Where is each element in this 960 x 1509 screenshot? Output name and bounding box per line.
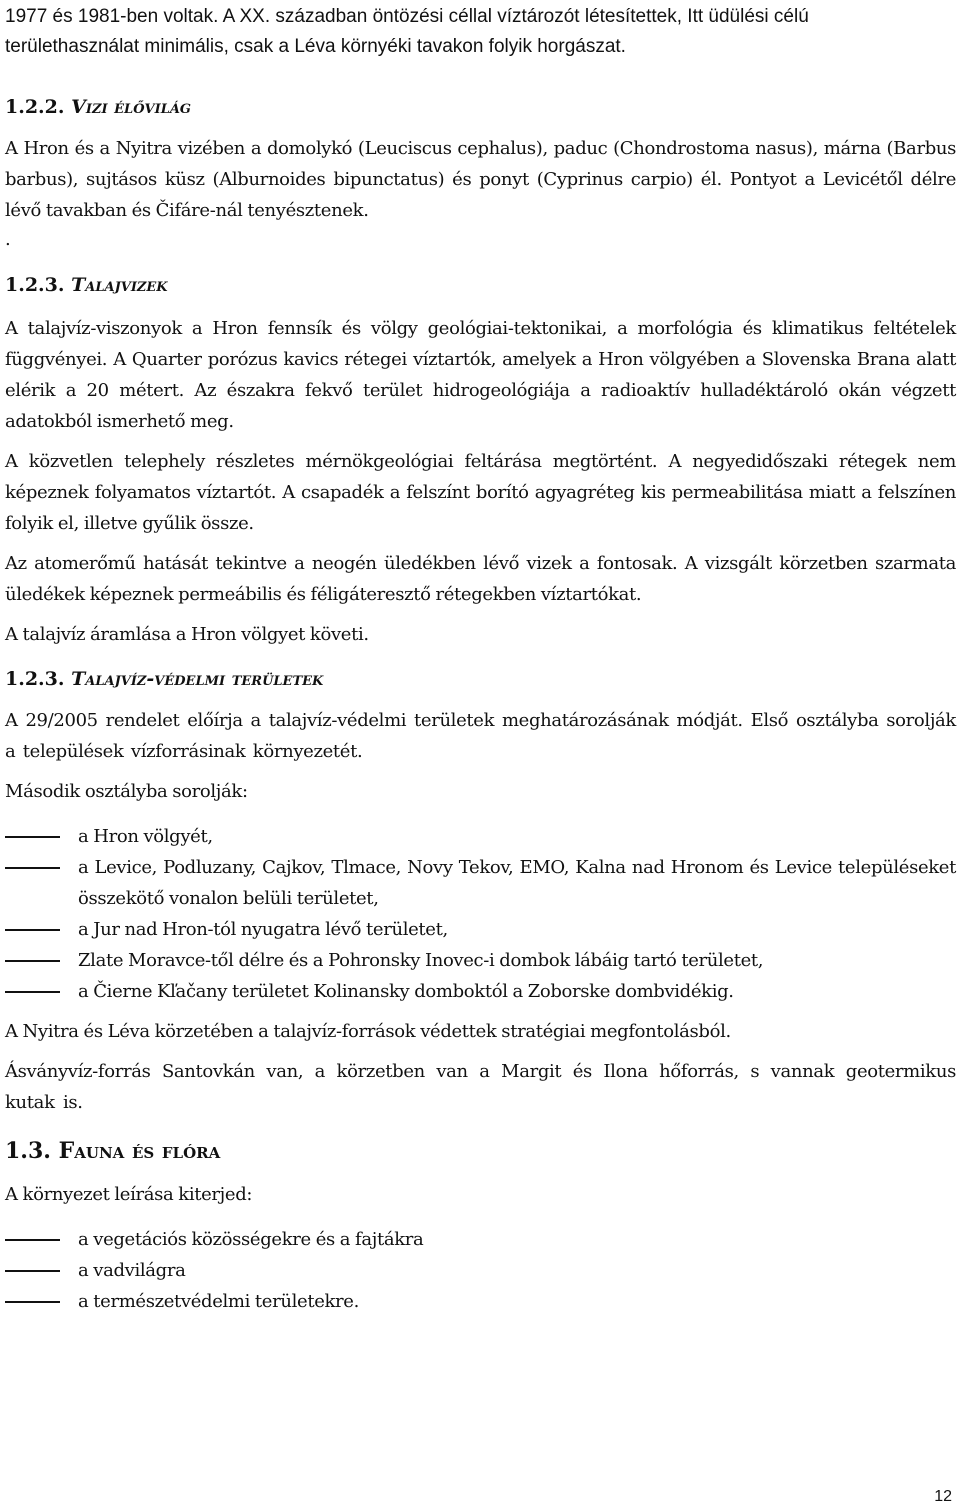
section-number: 1.3.: [5, 1138, 51, 1164]
section-title: Vizi élővilág: [71, 96, 192, 118]
list-item-text: a Čierne Kľačany területet Kolinansky domboktól a Zoborske dombvidékig.: [78, 981, 734, 1002]
dash-list: [5, 1224, 956, 1317]
list-item: [5, 1224, 956, 1255]
list-item-text: a vadvilágra: [78, 1260, 186, 1281]
paragraph: Második osztályba sorolják:: [5, 781, 248, 802]
list-item: [5, 1286, 956, 1317]
list-item-text: a Jur nad Hron-tól nyugatra lévő területet,: [78, 919, 448, 940]
list-item: [5, 976, 956, 1007]
list-item-text: a Levice, Podluzany, Cajkov, Tlmace, Novy Tekov, EMO, Kalna nad Hronom és Levice településeket összekötő vonalon belüli területet,: [78, 857, 956, 909]
paragraph: A Nyitra és Léva körzetében a talajvíz-források védettek stratégiai megfontolásból.: [5, 1021, 731, 1042]
section-number: 1.2.3.: [5, 668, 65, 690]
section-number: 1.2.2.: [5, 96, 65, 118]
paragraph: A Hron és a Nyitra vizében a domolykó (Leuciscus cephalus), paduc (Chondrostoma nasus), márna (Barbus barbus), sujtásos küsz (Alburnoides bipunctatus) és ponyt (Cyprinus carpio) él. Pontyot a Levicétől délre lévő tavakban és Čifáre-nál tenyésztenek.: [5, 138, 956, 221]
section-heading-talajviz-vedelmi-teruletek: [5, 664, 956, 694]
section-title: Talajvíz-védelmi területek: [71, 668, 324, 690]
paragraph: A közvetlen telephely részletes mérnökgeológiai feltárása megtörtént. A negyedidőszaki rétegek nem képeznek folyamatos víztartót. A csapadék a felszínt borító agyagréteg kis permeabilitása miatt a felszínen folyik el, illetve gyűlik össze.: [5, 451, 956, 534]
document-page: [5, 0, 956, 1317]
list-item: [5, 821, 956, 852]
dash-bullet-icon: [5, 929, 60, 931]
dash-bullet-icon: [5, 836, 60, 838]
section-heading-vizi-elovilag: [5, 92, 956, 122]
list-item-text: Zlate Moravce-től délre és a Pohronsky Inovec-i dombok lábáig tartó területet,: [78, 950, 764, 971]
page-number: 12: [934, 1488, 952, 1505]
paragraph: Ásványvíz-forrás Santovkán van, a körzetben van a Margit és Ilona hőforrás, s vannak geotermikus kutak is.: [5, 1061, 956, 1113]
dash-bullet-icon: [5, 1270, 60, 1272]
dash-list: [5, 821, 956, 1007]
paragraph: A környezet leírása kiterjed:: [5, 1184, 253, 1205]
dash-bullet-icon: [5, 960, 60, 962]
section-title: Talajvizek: [71, 274, 168, 296]
list-item-text: a vegetációs közösségekre és a fajtákra: [78, 1229, 424, 1250]
intro-paragraph: [5, 0, 956, 62]
section-heading-talajvizek: [5, 270, 956, 300]
dash-bullet-icon: [5, 991, 60, 993]
dash-bullet-icon: [5, 1239, 60, 1241]
section-title: Fauna és flóra: [58, 1138, 221, 1164]
stray-dot: .: [5, 229, 11, 250]
list-item: [5, 1255, 956, 1286]
section-heading-fauna-es-flora: [5, 1136, 956, 1166]
intro-line: területhasználat minimális, csak a Léva környéki tavakon folyik horgászat.: [5, 36, 626, 57]
list-item: [5, 914, 956, 945]
intro-line: 1977 és 1981-ben voltak. A XX. században öntözési céllal víztározót létesítettek, Itt üdülési célú: [5, 6, 809, 27]
paragraph: A 29/2005 rendelet előírja a talajvíz-védelmi területek meghatározásának módját. Első osztályba sorolják a települések vízforrásinak környezetét.: [5, 710, 956, 762]
dash-bullet-icon: [5, 1301, 60, 1303]
dash-bullet-icon: [5, 867, 60, 869]
paragraph: A talajvíz áramlása a Hron völgyet követi.: [5, 624, 369, 645]
paragraph: A talajvíz-viszonyok a Hron fennsík és völgy geológiai-tektonikai, a morfológia és klimatikus feltételek függvényei. A Quarter porózus kavics rétegei víztartók, amelyek a Hron völgyében a Slovenska Brana alatt elérik a 20 métert. Az északra fekvő terület hidrogeológiája a radioaktív hulladéktároló okán végzett adatokból ismerhető meg.: [5, 318, 956, 432]
section-number: 1.2.3.: [5, 274, 65, 296]
list-item: [5, 945, 956, 976]
list-item: [5, 852, 956, 914]
list-item-text: a Hron völgyét,: [78, 826, 213, 847]
list-item-text: a természetvédelmi területekre.: [78, 1291, 359, 1312]
paragraph: Az atomerőmű hatását tekintve a neogén üledékben lévő vizek a fontosak. A vizsgált körzetben szarmata üledékek képeznek permeábilis és féligáteresztő rétegekben víztartókat.: [5, 553, 956, 605]
